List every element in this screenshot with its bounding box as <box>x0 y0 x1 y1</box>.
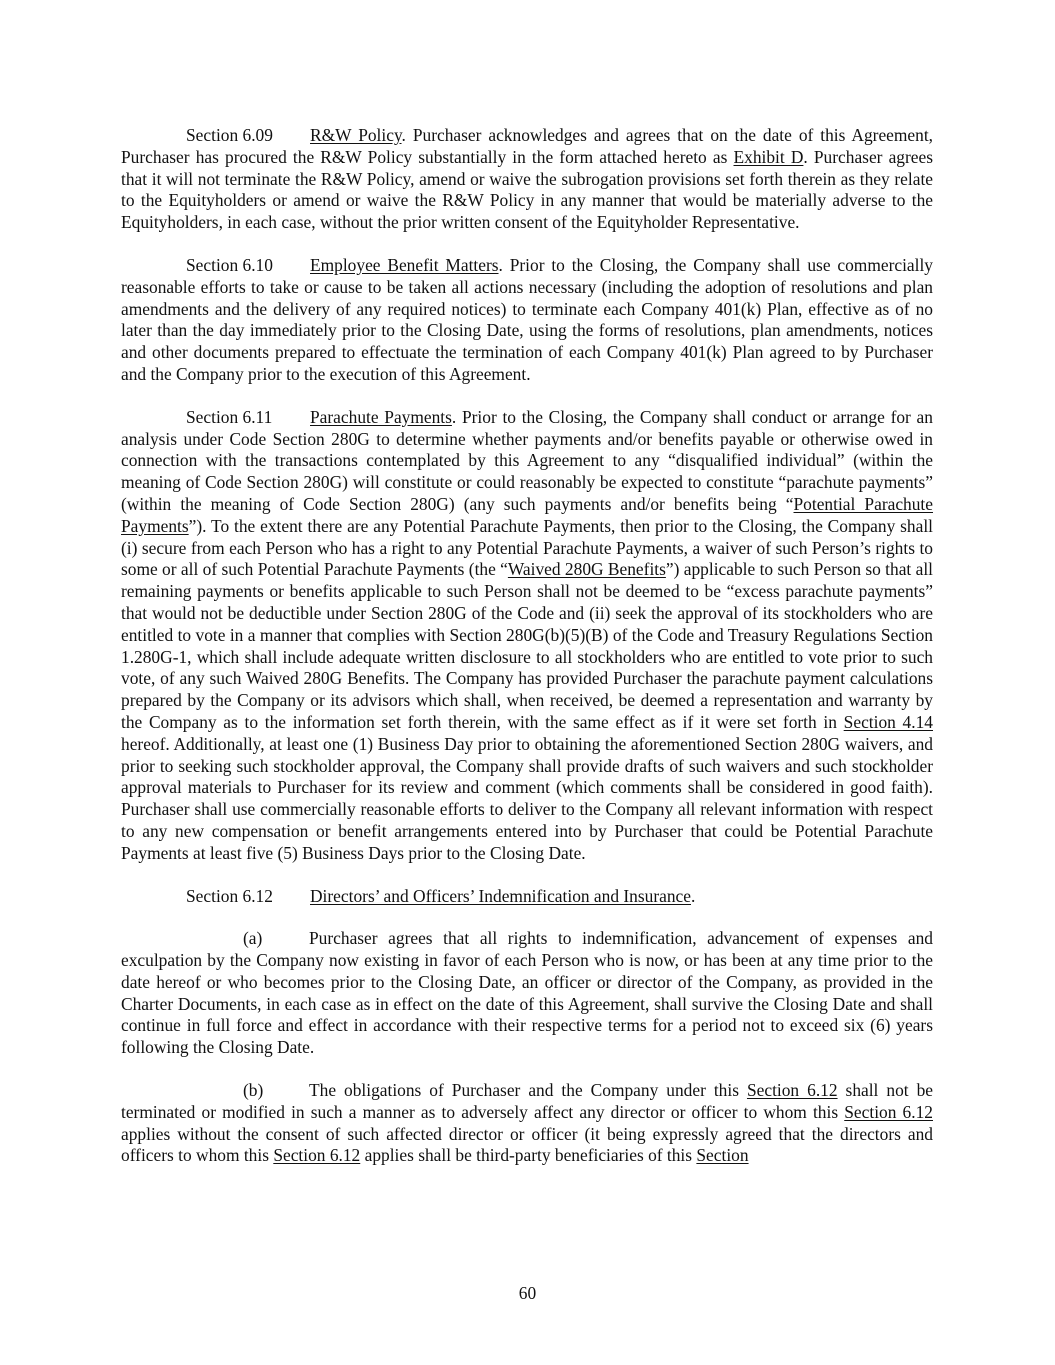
section-number: Section 6.09 <box>186 125 273 145</box>
section-6-09-paragraph: Section 6.09 R&W Policy. Purchaser acknowledges and agrees that on the date of this Agreement, Purchaser has procured the R&W Policy substantially in the form attached hereto as Exhibit D. Purchaser agrees that it will not terminate the R&W Policy, amend or waive the subrogation provisions set forth therein as they relate to the Equityholders or amend or waive the R&W Policy in any manner that would be materially adverse to the Equityholders, in each case, without the prior written consent of the Equityholder Representative. <box>121 125 933 233</box>
section-reference: Section 6.12 <box>844 1101 933 1122</box>
subsection-label: (a) <box>243 928 263 949</box>
defined-term: Waived 280G Benefits <box>507 559 666 580</box>
defined-term: Potential Parachute Payments <box>121 493 933 536</box>
section-number: Section 6.10 <box>186 254 273 275</box>
section-6-12-a-paragraph: (a) Purchaser agrees that all rights to indemnification, advancement of expenses and exculpation by the Company now existing in favor of each Person who is now, or has been at any time prior to the date hereof or who becomes prior to the Closing Date, an officer or director of the Company, as provided in the Charter Documents, in each case as in effect on the date of this Agreement, shall survive the Closing Date and shall continue in full force and effect in accordance with their respective terms for a period not to exceed six (6) years following the Closing Date. <box>121 928 933 1058</box>
section-reference: Section 6.12 <box>273 1145 361 1166</box>
document-page <box>121 125 933 1188</box>
section-title: R&W Policy <box>310 125 402 145</box>
section-6-12-heading: Section 6.12 Directors’ and Officers’ Indemnification and Insurance. <box>186 885 696 906</box>
section-6-12-b-paragraph: (b) The obligations of Purchaser and the Company under this Section 6.12 shall not be terminated or modified in such a manner as to adversely affect any director or officer to whom this Section 6.12 applies without the consent of such affected director or officer (it being expressly agreed that the directors and officers to whom this Section 6.12 applies shall be third-party beneficiaries of this Section <box>121 1080 934 1166</box>
section-6-10-paragraph: Section 6.10 Employee Benefit Matters. Prior to the Closing, the Company shall use commercially reasonable efforts to take or cause to be taken all actions necessary (including the adoption of resolutions and plan amendments and the delivery of any required notices) to terminate each Company 401(k) Plan, effective as of no later than the day immediately prior to the Closing Date, using the forms of resolutions, plan amendments, notices and other documents prepared to effectuate the termination of each Company 401(k) Plan agreed to by Purchaser and the Company prior to the execution of this Agreement. <box>121 254 933 384</box>
section-number: Section 6.11 <box>186 406 273 427</box>
page-number: 60 <box>518 1283 537 1303</box>
section-title: Directors’ and Officers’ Indemnification and Insurance <box>310 885 691 906</box>
subsection-label: (b) <box>243 1080 264 1101</box>
section-title: Employee Benefit Matters <box>310 254 499 275</box>
section-reference: Section <box>696 1145 749 1166</box>
section-number: Section 6.12 <box>186 885 273 906</box>
section-6-11-paragraph: Section 6.11 Parachute Payments. Prior to the Closing, the Company shall conduct or arrange for an analysis under Code Section 280G to determine whether payments and/or benefits payable or otherwise owed in connection with the transactions contemplated by this Agreement to any “disqualified individual” (within the meaning of Code Section 280G) will constitute or could reasonably be expected to constitute “parachute payments” (within the meaning of Code Section 280G) (any such payments and/or benefits being “Potential Parachute Payments”). To the extent there are any Potential Parachute Payments, then prior to the Closing, the Company shall (i) secure from each Person who has a right to any Potential Parachute Payments, a waiver of such Person’s rights to some or all of such Potential Parachute Payments (the “Waived 280G Benefits”) applicable to such Person so that all remaining payments or benefits applicable to such Person shall not be deemed to be “excess parachute payments” that would not be deductible under Section 280G of the Code and (ii) seek the approval of its stockholders who are entitled to vote in a manner that complies with Section 280G(b)(5)(B) of the Code and Treasury Regulations Section 1.280G-1, which shall include adequate written disclosure to all stockholders who are entitled to vote prior to such vote, of any such Waived 280G Benefits. The Company has provided Purchaser the parachute payment calculations prepared by the Company or its advisors which shall, when received, be deemed a representation and warranty by the Company as to the information set forth therein, with the same effect as if it were set forth in Section 4.14 hereof. Additionally, at least one (1) Business Day prior to obtaining the aforementioned Section 280G waivers, and prior to seeking such stockholder approval, the Company shall provide drafts of such waivers and such stockholder approval materials to Purchaser for its review and comment (which comments shall be considered in good faith). Purchaser shall use commercially reasonable efforts to deliver to the Company all relevant information with respect to any new compensation or benefit arrangements entered into by Purchaser that could be Potential Parachute Payments at least five (5) Business Days prior to the Closing Date. <box>121 406 933 863</box>
section-reference: Section 4.14 <box>843 711 933 732</box>
section-title: Parachute Payments <box>310 406 452 427</box>
section-reference: Section 6.12 <box>746 1080 838 1101</box>
exhibit-reference: Exhibit D <box>733 146 804 167</box>
